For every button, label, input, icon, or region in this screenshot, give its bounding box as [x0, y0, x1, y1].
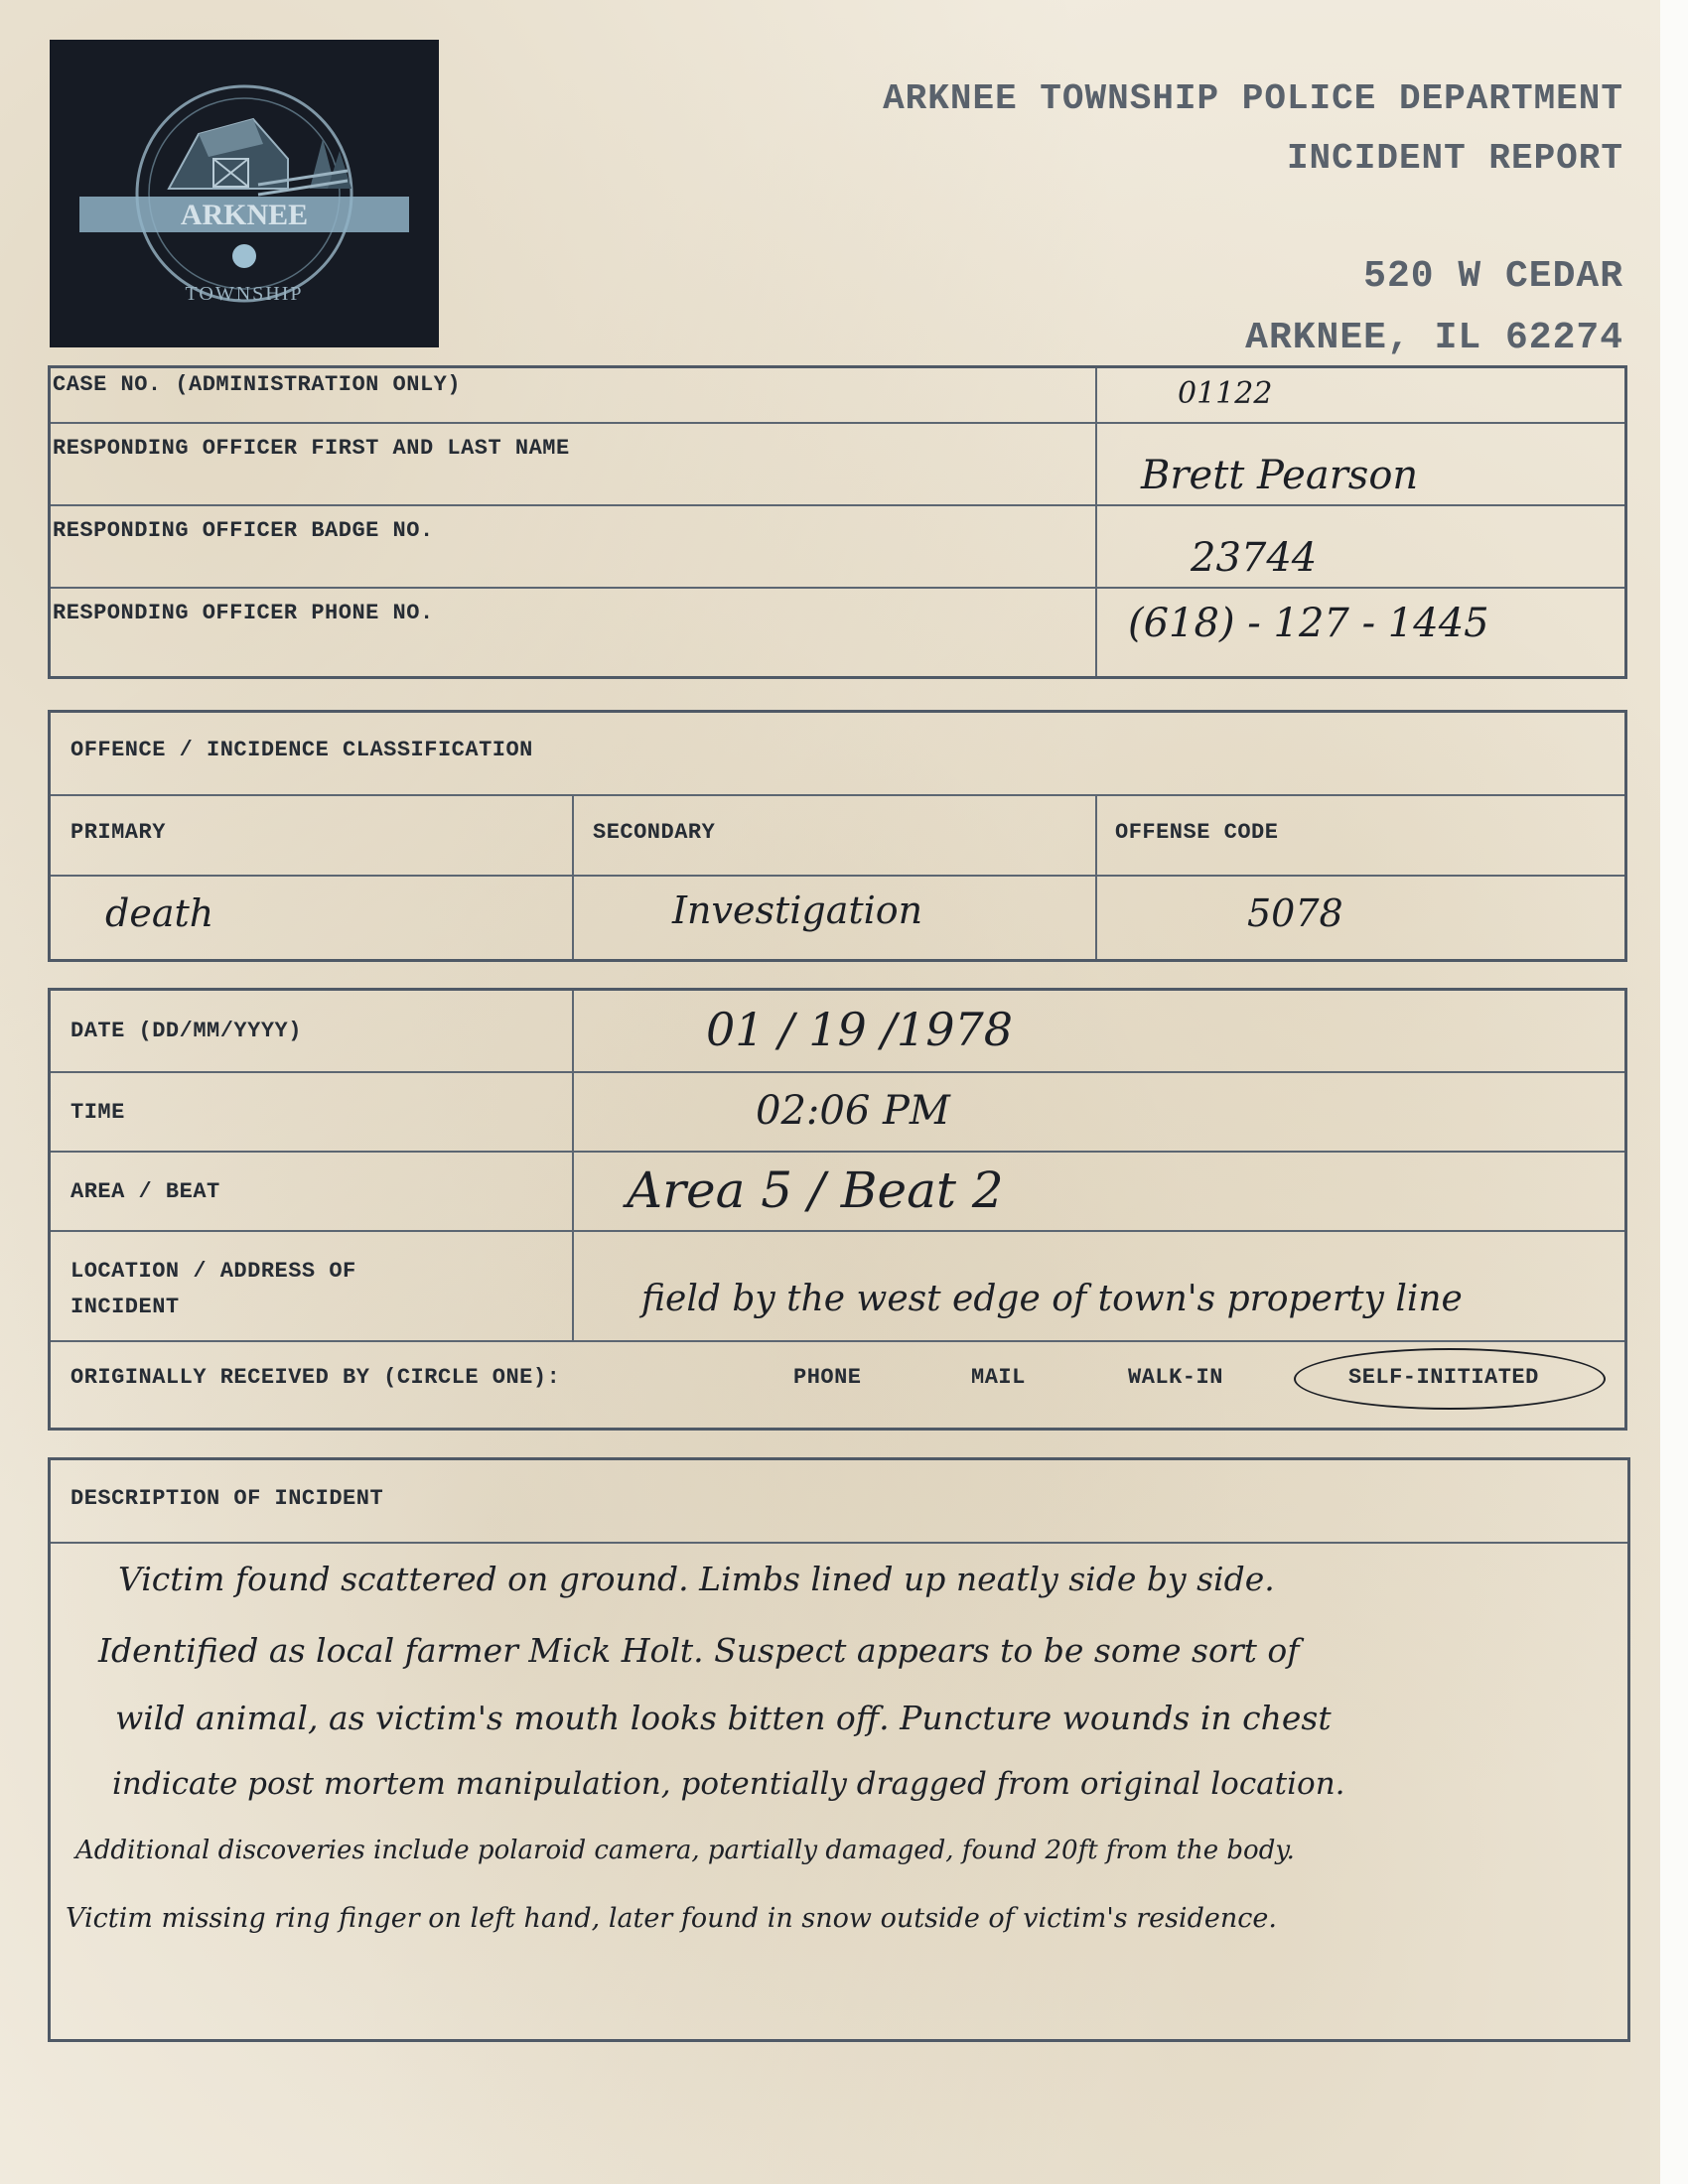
scan-edge	[1660, 0, 1688, 2184]
date-label: DATE (DD/MM/YYYY)	[70, 1019, 302, 1043]
received-by-label: ORIGINALLY RECEIVED BY (CIRCLE ONE):	[70, 1365, 561, 1390]
location-label-2: INCIDENT	[70, 1295, 180, 1319]
description-table	[48, 1457, 1630, 2042]
report-type: INCIDENT REPORT	[1286, 138, 1623, 179]
offense-code-value: 5078	[1247, 891, 1343, 935]
description-line-3: wild animal, as victim's mouth looks bitten off. Puncture wounds in chest	[115, 1699, 1332, 1737]
logo-ring-text: TOWNSHIP	[185, 283, 304, 305]
secondary-value: Investigation	[672, 888, 923, 932]
primary-value: death	[105, 891, 214, 935]
selected-option-circle	[1294, 1348, 1606, 1410]
case-no-value: 01122	[1178, 376, 1273, 411]
incident-details-table	[48, 988, 1627, 1431]
description-line-6: Victim missing ring finger on left hand, later found in snow outside of victim's residence.	[66, 1903, 1277, 1934]
classification-labels-row	[51, 796, 1624, 877]
officer-name-value: Brett Pearson	[1141, 453, 1419, 498]
location-label-1: LOCATION / ADDRESS OF	[70, 1259, 356, 1284]
received-option-mail[interactable]: MAIL	[971, 1365, 1026, 1390]
received-option-walk-in[interactable]: WALK-IN	[1128, 1365, 1223, 1390]
area-label: AREA / BEAT	[70, 1179, 220, 1204]
description-line-5: Additional discoveries include polaroid camera, partially damaged, found 20ft from the body.	[75, 1836, 1295, 1865]
received-option-self-initiated[interactable]: SELF-INITIATED	[1348, 1365, 1539, 1390]
barn-seal-logo-icon	[50, 40, 439, 347]
officer-name-label: RESPONDING OFFICER FIRST AND LAST NAME	[53, 436, 570, 461]
address-city: ARKNEE, IL 62274	[1245, 317, 1623, 359]
primary-label: PRIMARY	[70, 820, 166, 845]
area-value: Area 5 / Beat 2	[627, 1161, 1004, 1219]
department-name: ARKNEE TOWNSHIP POLICE DEPARTMENT	[883, 78, 1623, 119]
received-option-phone[interactable]: PHONE	[793, 1365, 862, 1390]
address-street: 520 W CEDAR	[1363, 255, 1623, 298]
case-no-label: CASE NO. (ADMINISTRATION ONLY)	[53, 372, 462, 397]
badge-label: RESPONDING OFFICER BADGE NO.	[53, 518, 434, 543]
classification-table	[48, 710, 1627, 962]
classification-heading: OFFENCE / INCIDENCE CLASSIFICATION	[70, 738, 533, 762]
phone-value: (618) - 127 - 1445	[1128, 601, 1489, 646]
time-label: TIME	[70, 1100, 125, 1125]
description-heading: DESCRIPTION OF INCIDENT	[70, 1486, 384, 1511]
township-logo	[50, 40, 439, 347]
description-line-4: indicate post mortem manipulation, potentially dragged from original location.	[112, 1766, 1345, 1802]
badge-value: 23744	[1191, 535, 1318, 581]
officer-table	[48, 365, 1627, 679]
department-address	[1245, 246, 1623, 369]
department-title	[883, 69, 1623, 189]
description-line-2: Identified as local farmer Mick Holt. Suspect appears to be some sort of	[98, 1631, 1300, 1670]
location-value: field by the west edge of town's property line	[641, 1279, 1463, 1319]
offense-code-label: OFFENSE CODE	[1115, 820, 1279, 845]
phone-label: RESPONDING OFFICER PHONE NO.	[53, 601, 434, 625]
time-value: 02:06 PM	[756, 1088, 950, 1134]
description-line-1: Victim found scattered on ground. Limbs lined up neatly side by side.	[118, 1560, 1275, 1598]
secondary-label: SECONDARY	[593, 820, 716, 845]
logo-banner-text: ARKNEE	[180, 199, 309, 231]
date-value: 01 / 19 /1978	[706, 1003, 1013, 1056]
